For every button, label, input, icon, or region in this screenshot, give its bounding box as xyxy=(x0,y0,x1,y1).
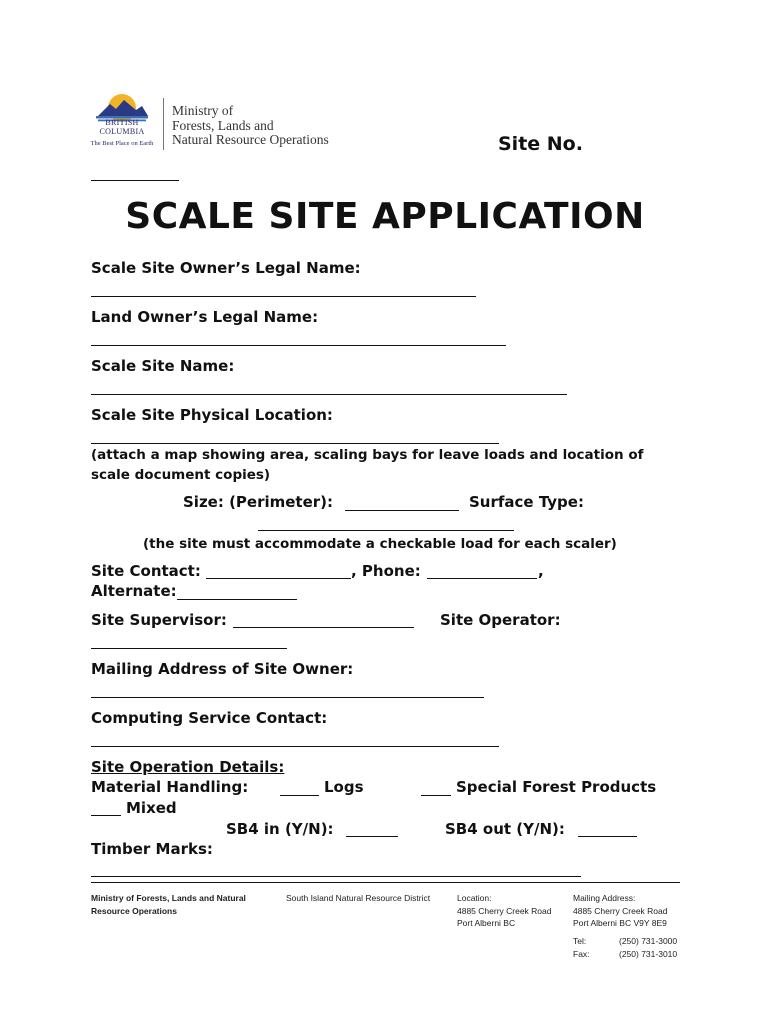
phone-label: , Phone: xyxy=(351,562,421,580)
phone-field[interactable] xyxy=(427,578,537,579)
logo-divider xyxy=(163,98,164,150)
phone-comma: , xyxy=(538,562,544,580)
sb4-in-field[interactable] xyxy=(346,836,398,837)
timber-marks-label: Timber Marks: xyxy=(91,840,213,858)
mixed-field[interactable] xyxy=(91,815,121,816)
site-no-field[interactable] xyxy=(91,180,179,181)
footer-tel: (250) 731-3000 xyxy=(619,936,678,946)
mailing-address-field[interactable] xyxy=(91,697,484,698)
computing-contact-field[interactable] xyxy=(91,746,499,747)
special-forest-products-field[interactable] xyxy=(421,795,451,796)
material-handling-label: Material Handling: xyxy=(91,778,249,796)
special-forest-products-label: Special Forest Products xyxy=(456,778,657,796)
owner-legal-name-label: Scale Site Owner’s Legal Name: xyxy=(91,259,361,277)
sb4-in-label: SB4 in (Y/N): xyxy=(226,820,334,838)
site-contact-field[interactable] xyxy=(206,578,351,579)
site-no-label: Site No. xyxy=(498,133,583,155)
timber-marks-field[interactable] xyxy=(91,876,581,877)
load-note: (the site must accommodate a checkable load for each scaler) xyxy=(143,536,617,552)
bc-wordmark: BRITISH COLUMBIA xyxy=(99,118,145,136)
ministry-logo xyxy=(92,92,330,156)
land-owner-legal-name-field[interactable] xyxy=(91,345,506,346)
bc-tagline: The Best Place on Earth xyxy=(90,140,154,147)
mixed-label: Mixed xyxy=(126,799,177,817)
surface-type-field[interactable] xyxy=(258,530,514,531)
location-note: (attach a map showing area, scaling bays for leave loads and location of scale document copies) xyxy=(91,447,644,483)
footer-tel-label: Tel: xyxy=(573,936,587,946)
sb4-out-field[interactable] xyxy=(578,836,637,837)
page-title: SCALE SITE APPLICATION xyxy=(125,196,645,237)
site-operator-field[interactable] xyxy=(91,648,287,649)
site-supervisor-field[interactable] xyxy=(233,627,414,628)
logs-label: Logs xyxy=(324,778,364,796)
sb4-out-label: SB4 out (Y/N): xyxy=(445,820,565,838)
site-operator-label: Site Operator: xyxy=(440,611,561,629)
site-name-field[interactable] xyxy=(91,394,567,395)
footer-location: Location: 4885 Cherry Creek Road Port Alberni BC xyxy=(457,893,552,928)
footer-fax: (250) 731-3010 xyxy=(619,949,678,959)
physical-location-field[interactable] xyxy=(91,443,499,444)
physical-location-label: Scale Site Physical Location: xyxy=(91,406,333,424)
size-perimeter-field[interactable] xyxy=(345,510,459,511)
alternate-label: Alternate: xyxy=(91,582,177,600)
footer-mailing-address: Mailing Address: 4885 Cherry Creek Road Port Alberni BC V9Y 8E9 xyxy=(573,893,668,928)
computing-contact-label: Computing Service Contact: xyxy=(91,709,328,727)
footer-divider xyxy=(91,882,680,883)
footer-fax-label: Fax: xyxy=(573,949,590,959)
alternate-field[interactable] xyxy=(177,599,297,600)
site-supervisor-label: Site Supervisor: xyxy=(91,611,227,629)
land-owner-legal-name-label: Land Owner’s Legal Name: xyxy=(91,308,319,326)
surface-type-label: Surface Type: xyxy=(469,493,584,511)
footer-district: South Island Natural Resource District xyxy=(286,893,431,903)
site-name-label: Scale Site Name: xyxy=(91,357,235,375)
logs-checkbox-field[interactable] xyxy=(280,795,319,796)
footer-ministry: Ministry of Forests, Lands and Natural Resource Operations xyxy=(91,893,246,916)
site-contact-label: Site Contact: xyxy=(91,562,201,580)
operation-details-heading: Site Operation Details: xyxy=(91,758,285,776)
mailing-address-label: Mailing Address of Site Owner: xyxy=(91,660,354,678)
ministry-name: Ministry of Forests, Lands and Natural Resource Operations xyxy=(172,103,329,147)
size-perimeter-label: Size: (Perimeter): xyxy=(183,493,334,511)
owner-legal-name-field[interactable] xyxy=(91,296,476,297)
